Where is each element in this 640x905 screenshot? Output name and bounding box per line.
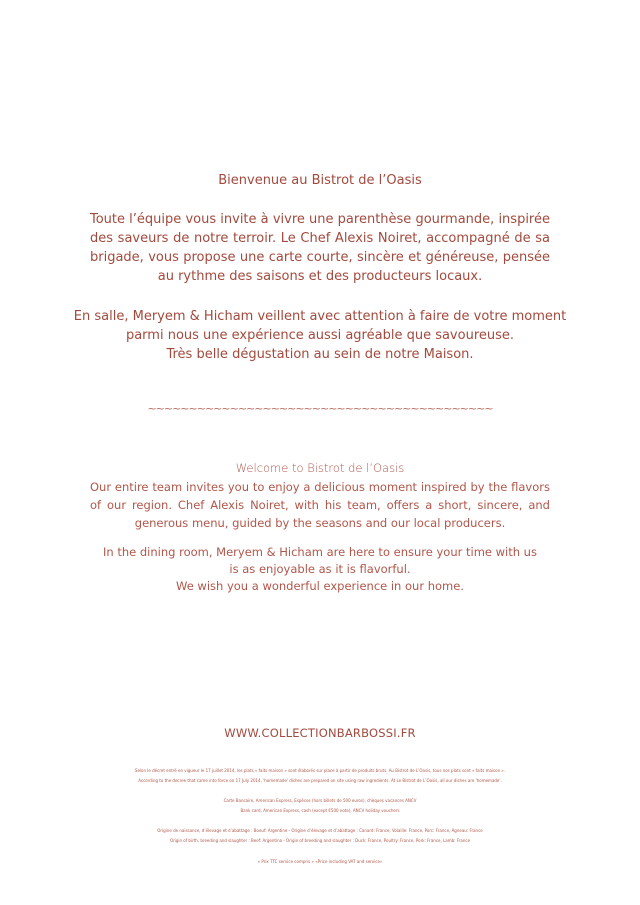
french-intro-paragraph: Toute l’équipe vous invite à vivre une parenthèse gourmande, inspirée des saveurs de notre terroir. Le Chef Alexis Noiret, accompagné de sa brigade, vous propose une carte courte, sincère et généreuse, pensée au rythme des saisons et des producteurs locaux.	[90, 212, 550, 284]
english-intro-paragraph: Our entire team invites you to enjoy a delicious moment inspired by the flavors of our region. Chef Alexis Noiret, with his team, offers a short, sincere, and generous menu, guided by the seasons and our local producers.	[90, 480, 550, 530]
homemade-decree-notice	[0, 766, 640, 786]
payment-english-line: Bank card, American Express, cash (except €500 note), ANCV holiday vouchers	[240, 808, 400, 813]
english-staff-line: is as enjoyable as it is flavorful.	[229, 562, 411, 576]
meat-origin-notice	[0, 826, 640, 846]
payment-french-line: Carte Bancaire, American Express, Espèces (hors billets de 500 euros), chèques vacances ANCV	[223, 798, 417, 803]
french-staff-paragraph	[0, 307, 640, 364]
payment-methods	[0, 796, 640, 816]
origin-french-line: Origine de naissance, d’élevage et d’abattage : Boeuf: Argentine - Origine d’élevage et d’abattage : Canard: France, Volaille: France, Porc: France, Agneau: France	[157, 828, 483, 833]
english-staff-line: In the dining room, Meryem & Hicham are here to ensure your time with us	[103, 545, 537, 559]
english-staff-line: We wish you a wonderful experience in our home.	[176, 579, 464, 593]
website-link[interactable]: WWW.COLLECTIONBARBOSSI.FR	[224, 726, 416, 740]
english-staff-paragraph	[0, 544, 640, 595]
decree-french-line: Selon le décret entré en vigueur le 17 juillet 2014, les plats « faits maison » sont élaborés sur place à partir de produits bruts. Au Bistrot de L’Oasis, tous nos plats sont « faits maison ».	[134, 768, 506, 773]
price-notice: « Prix TTC service compris » «Price including VAT and service»	[257, 859, 383, 864]
french-staff-line: En salle, Meryem & Hicham veillent avec attention à faire de votre moment	[73, 309, 567, 324]
french-staff-line: parmi nous une expérience aussi agréable que savoureuse.	[125, 328, 515, 343]
french-staff-line: Très belle dégustation au sein de notre Maison.	[166, 347, 474, 362]
english-welcome-title: Welcome to Bistrot de l’Oasis	[235, 461, 405, 475]
french-welcome-title: Bienvenue au Bistrot de l’Oasis	[218, 173, 422, 188]
decree-english-line: According to the decree that came into force on 17 July 2014, 'homemade' dishes are prepared on site using raw ingredients. At Le Bistrot de L’Oasis, all our dishes are 'homemade'.	[138, 778, 502, 783]
origin-english-line: Origin of birth, breeding and slaughter : Beef: Argentina - Origin of breeding and slaughter : Duck: France, Poultry: France, Pork: France, Lamb: France	[169, 838, 471, 843]
tilde-divider: ~~~~~~~~~~~~~~~~~~~~~~~~~~~~~~~~~~~~~~~~~~	[147, 402, 493, 415]
